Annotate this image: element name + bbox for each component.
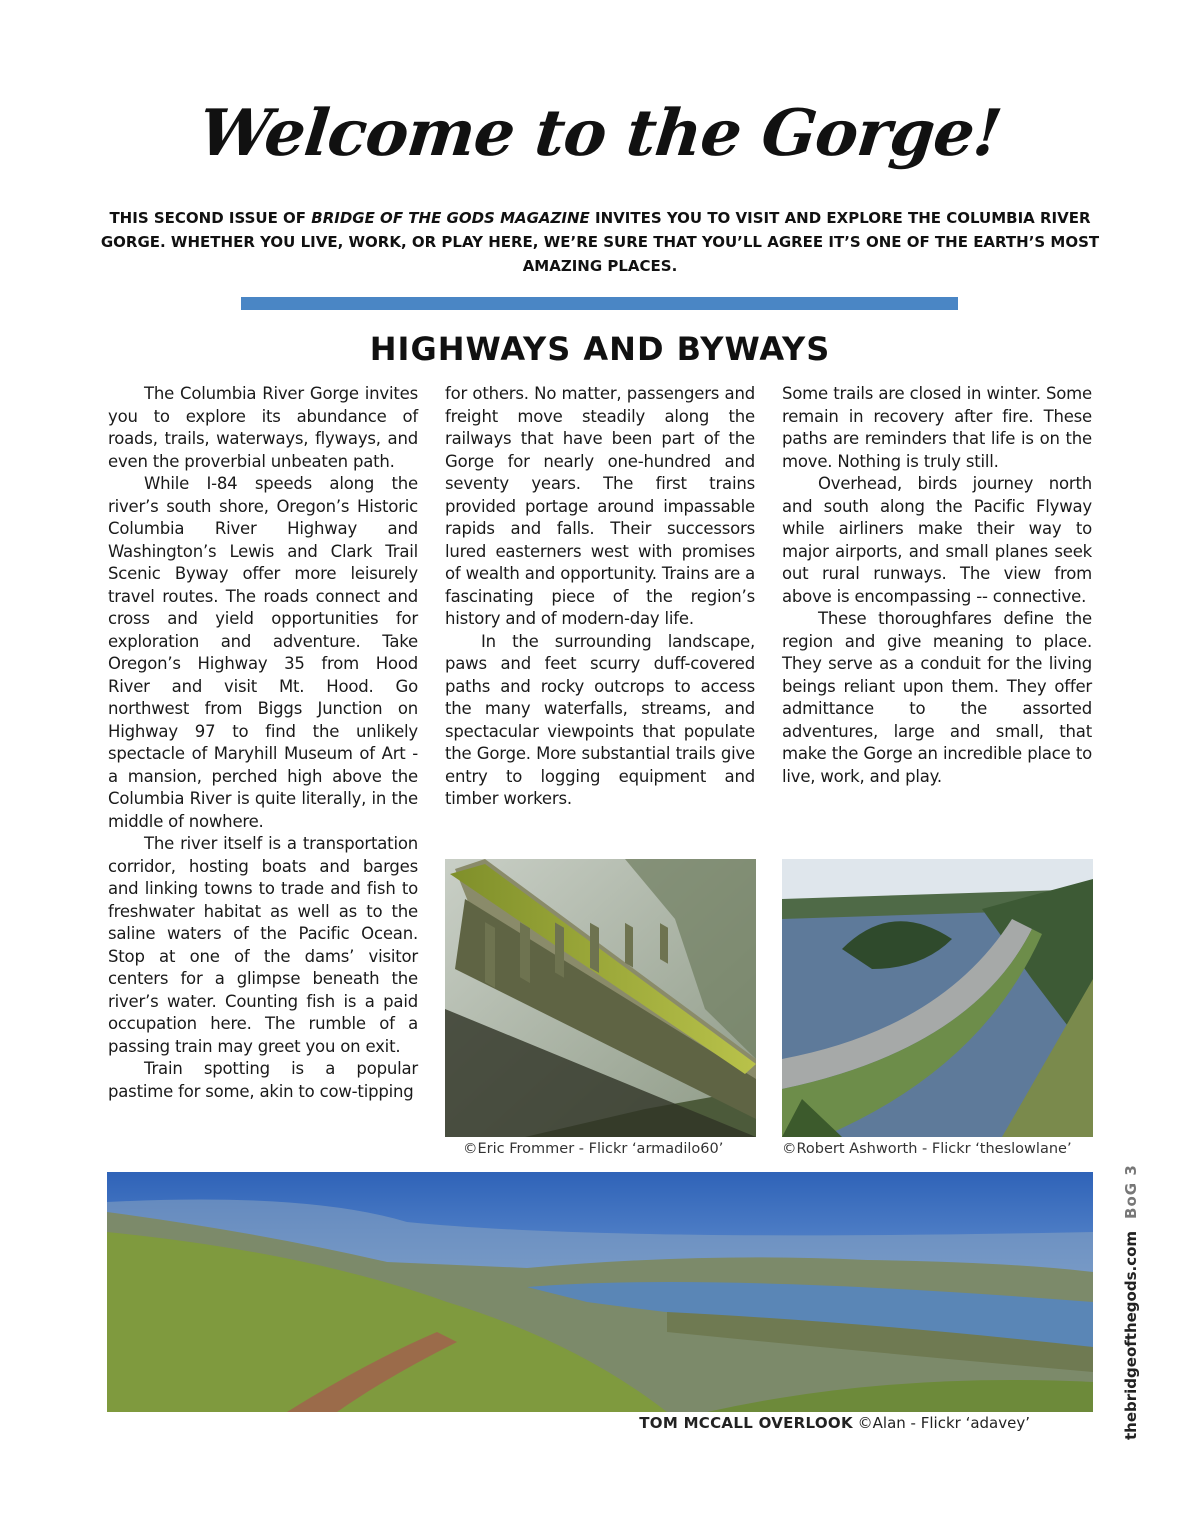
bridge-photo-caption: ©Eric Frommer - Flickr ‘armadilo60’: [463, 1141, 724, 1157]
website-url: thebridgeofthegods.com: [1122, 1230, 1140, 1440]
section-heading: HIGHWAYS AND BYWAYS: [369, 330, 831, 368]
paragraph: In the surrounding landscape, paws and feet scurry duff-covered paths and rocky outcrops to access the many waterfalls, streams, and spectacular viewpoints that populate the Gorge. More substantial trails give entry to logging equipment and timber workers.: [445, 631, 755, 808]
intro-text-start: THIS SECOND ISSUE OF: [109, 209, 312, 227]
page-title: Welcome to the Gorge!: [195, 96, 1005, 171]
article-column-1: [108, 383, 418, 1103]
page-footer-vertical: [1122, 1140, 1140, 1440]
intro-text-end: INVITES YOU TO VISIT AND EXPLORE THE COLUMBIA RIVER GORGE. WHETHER YOU LIVE, WORK, OR PLAY HERE, WE’RE SURE THAT YOU’LL AGREE IT’S ONE OF THE EARTH’S MOST AMAZING PLACES.: [100, 209, 1100, 275]
intro-deck: [100, 206, 1100, 278]
blue-divider-rule: [241, 297, 958, 310]
paragraph: Some trails are closed in winter. Some remain in recovery after fire. These paths are reminders that life is on the move. Nothing is truly still.: [782, 384, 1092, 471]
paragraph: The Columbia River Gorge invites you to explore its abundance of roads, trails, waterways, flyways, and even the proverbial unbeaten path.: [108, 384, 418, 471]
paragraph: These thoroughfares define the region and give meaning to place. They serve as a conduit for the living beings reliant upon them. They offer admittance to the assorted adventures, large and small, that make the Gorge an incredible place to live, work, and play.: [782, 609, 1092, 786]
article-column-2: [445, 383, 755, 811]
paragraph: for others. No matter, passengers and freight move steadily along the railways that have been part of the Gorge for nearly one-hundred and seventy years. The first trains provided portage around impassable rapids and falls. Their successors lured easterners west with promises of wealth and opportunity. Trains are a fascinating piece of the region’s history and of modern-day life.: [445, 384, 755, 628]
overlook-name: TOM MCCALL OVERLOOK: [639, 1414, 853, 1432]
highway-photo-caption: ©Robert Ashworth - Flickr ‘theslowlane’: [782, 1141, 1072, 1157]
mossy-bridge-photo: [445, 859, 756, 1137]
article-column-3: [782, 383, 1092, 788]
highway-photo: [782, 859, 1093, 1137]
panorama-credit: ©Alan - Flickr ‘adavey’: [852, 1414, 1030, 1432]
paragraph: While I-84 speeds along the river’s south shore, Oregon’s Historic Columbia River Highway and Washington’s Lewis and Clark Trail Scenic Byway offer more leisurely travel routes. The roads connect and cross and yield opportunities for exploration and adventure. Take Oregon’s Highway 35 from Hood River and visit Mt. Hood. Go northwest from Biggs Junction on Highway 97 to find the unlikely spectacle of Maryhill Museum of Art - a mansion, perched high above the Columbia River is quite literally, in the middle of nowhere.: [108, 474, 418, 831]
overlook-panorama-photo: [107, 1172, 1093, 1412]
paragraph: The river itself is a transportation corridor, hosting boats and barges and linking towns to trade and fish to freshwater habitat as well as to the saline waters of the Pacific Ocean. Stop at one of the dams’ visitor centers for a glimpse beneath the river’s water. Counting fish is a paid occupation here. The rumble of a passing train may greet you on exit.: [108, 834, 418, 1056]
paragraph: Train spotting is a popular pastime for some, akin to cow-tipping: [108, 1059, 418, 1101]
paragraph: Overhead, birds journey north and south along the Pacific Flyway while airliners make their way to major airports, and small planes seek out rural runways. The view from above is encompassing -- connective.: [782, 474, 1092, 606]
page-folio: BoG 3: [1122, 1164, 1140, 1219]
panorama-caption: [639, 1414, 1030, 1432]
magazine-name: BRIDGE OF THE GODS MAGAZINE: [311, 209, 590, 227]
